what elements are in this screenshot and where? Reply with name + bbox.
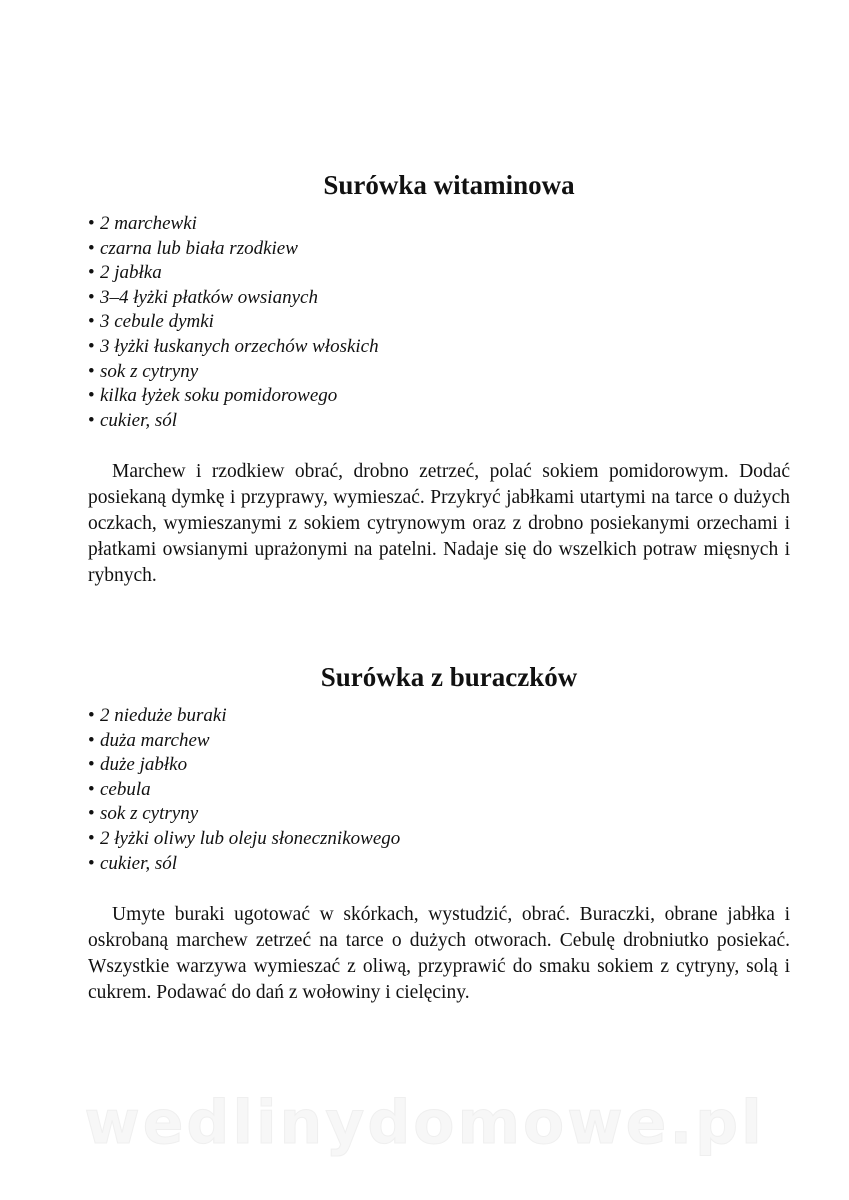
ingredient-item: [88, 237, 790, 262]
bullet-icon: •: [88, 778, 95, 800]
ingredient-text: 3–4 łyżki płatków owsianych: [100, 286, 318, 308]
bullet-icon: •: [88, 754, 95, 776]
ingredient-item: [88, 778, 790, 803]
ingredient-text: 2 marchewki: [100, 213, 197, 234]
bullet-icon: •: [88, 311, 95, 333]
ingredient-item: [88, 360, 790, 385]
recipe-title: Surówka witaminowa: [323, 170, 575, 200]
recipe-title: Surówka z buraczków: [320, 662, 578, 692]
bullet-icon: •: [88, 385, 95, 407]
ingredient-item: [88, 384, 790, 409]
watermark: wedlinydomowe.pl: [84, 1088, 765, 1158]
ingredient-item: [88, 802, 790, 827]
bullet-icon: •: [88, 729, 95, 751]
ingredient-item: [88, 335, 790, 360]
recipe-section: [88, 168, 790, 589]
ingredient-text: cukier, sól: [100, 409, 178, 431]
ingredient-item: [88, 753, 790, 778]
bullet-icon: •: [88, 335, 95, 357]
ingredient-item: [88, 212, 790, 237]
ingredient-list: [88, 212, 790, 433]
ingredient-item: [88, 286, 790, 311]
ingredient-text: 2 jabłka: [100, 262, 162, 284]
ingredient-item: [88, 827, 790, 852]
bullet-icon: •: [88, 705, 95, 726]
bullet-icon: •: [88, 286, 95, 308]
ingredient-text: 2 łyżki oliwy lub oleju słonecznikowego: [100, 827, 401, 849]
ingredient-text: 3 łyżki łuskanych orzechów włoskich: [100, 335, 379, 357]
recipe-instructions: Umyte buraki ugotować w skórkach, wystudzić, obrać. Buraczki, obrane jabłka i oskrobaną marchew zetrzeć na tarce o dużych otworach. Cebulę drobniutko posiekać. Wszystkie warzywa wymieszać z oliwą, przyprawić do smaku sokiem z cytryny, solą i cukrem. Podawać do dań z wołowiny i cielęciny.: [88, 904, 790, 1004]
ingredient-item: [88, 852, 790, 877]
ingredient-text: 2 nieduże buraki: [100, 705, 227, 726]
ingredient-text: kilka łyżek soku pomidorowego: [100, 385, 338, 407]
ingredient-text: sok z cytryny: [100, 360, 199, 382]
ingredient-item: [88, 704, 790, 729]
bullet-icon: •: [88, 409, 95, 431]
ingredient-text: czarna lub biała rzodkiew: [100, 237, 298, 259]
ingredient-list: [88, 704, 790, 876]
ingredient-text: cebula: [100, 778, 151, 800]
bullet-icon: •: [88, 262, 95, 284]
bullet-icon: •: [88, 237, 95, 259]
ingredient-item: [88, 729, 790, 754]
recipe-section: [88, 660, 790, 1006]
bullet-icon: •: [88, 213, 95, 234]
bullet-icon: •: [88, 827, 95, 849]
recipe-instructions: Marchew i rzodkiew obrać, drobno zetrzeć, polać sokiem pomidorowym. Dodać posiekaną dymkę i przyprawy, wymieszać. Przykryć jabłkami utartymi na tarce o dużych oczkach, wymieszanymi z sokiem cytrynowym oraz z drobno posiekanymi orzechami i płatkami owsianymi uprażonymi na patelni. Nadaje się do wszelkich potraw mięsnych i rybnych.: [88, 461, 790, 587]
ingredient-item: [88, 310, 790, 335]
bullet-icon: •: [88, 360, 95, 382]
ingredient-text: duże jabłko: [100, 754, 188, 776]
ingredient-text: cukier, sól: [100, 852, 178, 874]
bullet-icon: •: [88, 803, 95, 825]
ingredient-text: 3 cebule dymki: [100, 311, 214, 333]
ingredient-item: [88, 261, 790, 286]
bullet-icon: •: [88, 852, 95, 874]
ingredient-item: [88, 409, 790, 434]
ingredient-text: duża marchew: [100, 729, 210, 751]
ingredient-text: sok z cytryny: [100, 803, 199, 825]
